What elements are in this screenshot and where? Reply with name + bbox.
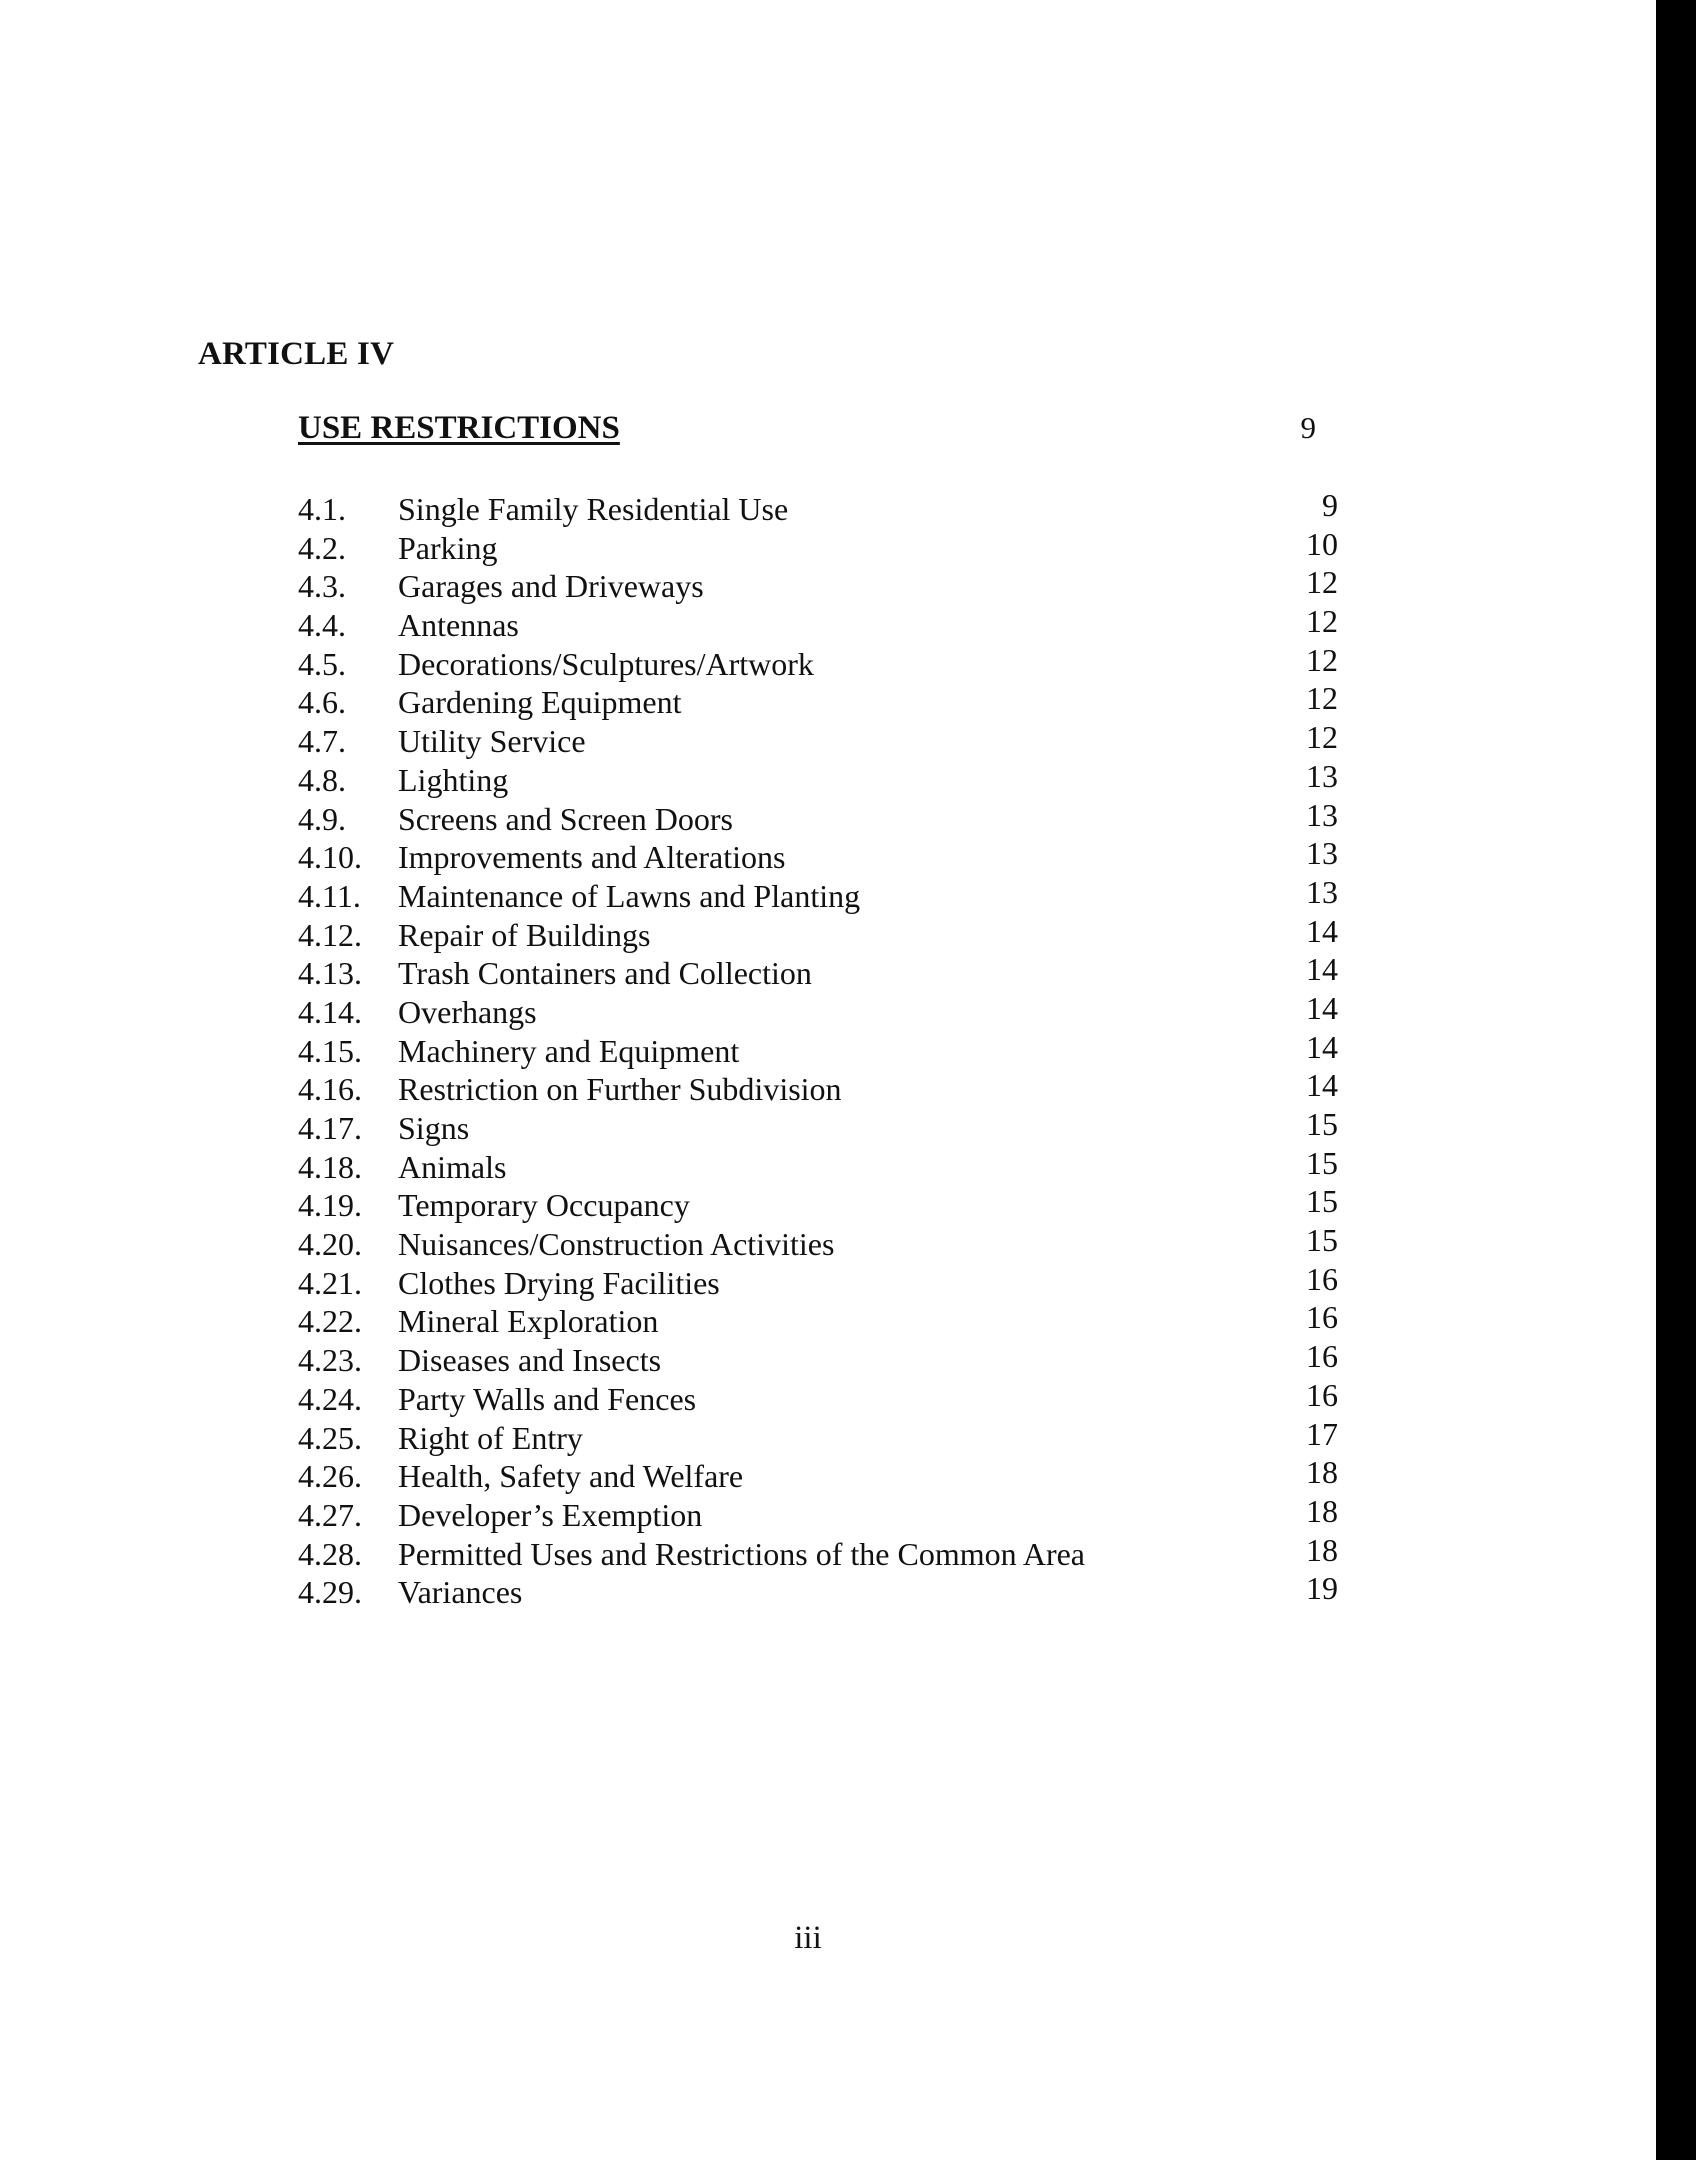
footer-page-number: iii bbox=[794, 1920, 822, 1956]
toc-entry-title: Utility Service bbox=[398, 723, 586, 760]
toc-entry-number: 4.23. bbox=[298, 1342, 362, 1379]
toc-entry-title: Antennas bbox=[398, 607, 519, 644]
toc-entry-number: 4.25. bbox=[298, 1419, 362, 1456]
toc-entry-page: 12 bbox=[1306, 641, 1338, 678]
toc-entry-page: 12 bbox=[1306, 680, 1338, 717]
toc-entry bbox=[298, 641, 1338, 684]
toc-entry-title: Single Family Residential Use bbox=[398, 491, 789, 527]
section-title: USE RESTRICTIONS bbox=[298, 410, 620, 446]
toc-entry-number: 4.9. bbox=[298, 800, 346, 837]
toc-list bbox=[298, 487, 1338, 1612]
toc-entry bbox=[298, 603, 1338, 645]
toc-entry-title: Nuisances/Construction Activities bbox=[398, 1226, 835, 1263]
toc-entry bbox=[298, 1144, 1338, 1187]
toc-entry-title: Garages and Driveways bbox=[398, 568, 704, 605]
toc-entry bbox=[298, 1222, 1338, 1264]
toc-entry-page: 15 bbox=[1306, 1183, 1338, 1220]
toc-entry bbox=[298, 951, 1338, 993]
toc-entry-number: 4.21. bbox=[298, 1264, 362, 1301]
toc-entry-page: 10 bbox=[1306, 525, 1338, 562]
toc-entry-page: 16 bbox=[1306, 1338, 1338, 1375]
toc-entry-page: 12 bbox=[1306, 719, 1338, 756]
toc-entry-page: 19 bbox=[1306, 1570, 1338, 1607]
toc-entry-number: 4.8. bbox=[298, 761, 346, 798]
toc-entry-page: 12 bbox=[1306, 603, 1338, 640]
section-page-number: 9 bbox=[1300, 410, 1316, 445]
toc-entry-page: 14 bbox=[1306, 951, 1338, 988]
toc-entry bbox=[298, 564, 1338, 606]
toc-entry-number: 4.29. bbox=[298, 1574, 362, 1611]
toc-entry-title: Repair of Buildings bbox=[398, 916, 651, 953]
toc-entry-page: 14 bbox=[1306, 989, 1338, 1026]
toc-entry bbox=[298, 1067, 1338, 1109]
toc-entry-number: 4.24. bbox=[298, 1380, 362, 1417]
toc-entry-number: 4.16. bbox=[298, 1071, 362, 1108]
toc-entry-title: Party Walls and Fences bbox=[398, 1380, 697, 1417]
toc-entry-page: 17 bbox=[1306, 1415, 1338, 1452]
toc-entry-title: Permitted Uses and Restrictions of the Common Area bbox=[398, 1535, 1085, 1572]
toc-entry-title: Clothes Drying Facilities bbox=[398, 1264, 720, 1301]
toc-entry-page: 14 bbox=[1306, 912, 1338, 949]
toc-entry bbox=[298, 757, 1338, 800]
toc-entry-page: 15 bbox=[1306, 1222, 1338, 1259]
toc-entry bbox=[298, 719, 1338, 761]
toc-entry bbox=[298, 912, 1338, 955]
toc-entry-title: Gardening Equipment bbox=[398, 684, 682, 721]
toc-entry-page: 9 bbox=[1322, 487, 1338, 523]
toc-entry bbox=[298, 680, 1338, 722]
toc-entry bbox=[298, 1028, 1338, 1071]
toc-entry-number: 4.18. bbox=[298, 1148, 362, 1185]
toc-entry-page: 15 bbox=[1306, 1106, 1338, 1142]
toc-entry-number: 4.5. bbox=[298, 645, 346, 682]
toc-entry-page: 18 bbox=[1306, 1492, 1338, 1529]
toc-entry bbox=[298, 1299, 1338, 1341]
toc-entry-page: 14 bbox=[1306, 1028, 1338, 1065]
toc-entry-title: Decorations/Sculptures/Artwork bbox=[398, 645, 814, 682]
toc-entry-title: Diseases and Insects bbox=[398, 1342, 662, 1379]
toc-entry bbox=[298, 1338, 1338, 1380]
toc-entry-title: Lighting bbox=[398, 761, 509, 798]
toc-entry-number: 4.6. bbox=[298, 684, 346, 721]
toc-entry-number: 4.26. bbox=[298, 1458, 362, 1495]
toc-entry-number: 4.10. bbox=[298, 839, 362, 876]
toc-entry bbox=[298, 487, 1338, 529]
toc-entry-title: Screens and Screen Doors bbox=[398, 800, 733, 837]
toc-entry-title: Signs bbox=[398, 1110, 470, 1146]
toc-entry-number: 4.12. bbox=[298, 916, 362, 953]
toc-entry-title: Mineral Exploration bbox=[398, 1303, 659, 1340]
toc-entry-title: Overhangs bbox=[398, 993, 537, 1030]
toc-entry-title: Machinery and Equipment bbox=[398, 1032, 740, 1069]
toc-entry-title: Animals bbox=[398, 1148, 507, 1185]
toc-entry-page: 18 bbox=[1306, 1531, 1338, 1568]
toc-entry-number: 4.17. bbox=[298, 1110, 362, 1146]
toc-entry-page: 12 bbox=[1306, 564, 1338, 601]
toc-entry bbox=[298, 835, 1338, 877]
toc-entry bbox=[298, 796, 1338, 839]
toc-entry bbox=[298, 1106, 1338, 1148]
toc-entry bbox=[298, 1570, 1338, 1612]
toc-entry-number: 4.2. bbox=[298, 529, 346, 566]
toc-entry-title: Parking bbox=[398, 529, 498, 566]
toc-entry-number: 4.3. bbox=[298, 568, 346, 605]
toc-entry bbox=[298, 525, 1338, 568]
toc-entry bbox=[298, 1492, 1338, 1535]
toc-entry-number: 4.4. bbox=[298, 607, 346, 644]
toc-entry bbox=[298, 1376, 1338, 1419]
toc-entry-title: Maintenance of Lawns and Planting bbox=[398, 877, 861, 914]
toc-entry-page: 15 bbox=[1306, 1144, 1338, 1181]
toc-entry bbox=[298, 873, 1338, 916]
toc-entry bbox=[298, 989, 1338, 1032]
toc-entry-title: Right of Entry bbox=[398, 1419, 583, 1456]
toc-entry-page: 18 bbox=[1306, 1454, 1338, 1491]
toc-entry-title: Developer’s Exemption bbox=[398, 1496, 703, 1533]
toc-entry-page: 13 bbox=[1306, 757, 1338, 794]
toc-entry-number: 4.1. bbox=[298, 491, 346, 527]
toc-entry-page: 13 bbox=[1306, 873, 1338, 910]
scan-edge-border bbox=[1656, 0, 1696, 2160]
toc-entry-page: 13 bbox=[1306, 835, 1338, 872]
toc-entry-number: 4.22. bbox=[298, 1303, 362, 1340]
toc-entry-title: Trash Containers and Collection bbox=[398, 955, 812, 992]
toc-entry bbox=[298, 1454, 1338, 1496]
article-heading: ARTICLE IV bbox=[198, 336, 395, 372]
toc-entry bbox=[298, 1260, 1338, 1303]
toc-entry-page: 14 bbox=[1306, 1067, 1338, 1104]
toc-entry-number: 4.15. bbox=[298, 1032, 362, 1069]
toc-entry-number: 4.7. bbox=[298, 723, 346, 760]
toc-entry-page: 13 bbox=[1306, 796, 1338, 833]
toc-entry-number: 4.14. bbox=[298, 993, 362, 1030]
toc-entry bbox=[298, 1531, 1338, 1574]
toc-entry-title: Restriction on Further Subdivision bbox=[398, 1071, 842, 1108]
toc-entry-page: 16 bbox=[1306, 1260, 1338, 1297]
toc-entry-title: Variances bbox=[398, 1574, 523, 1611]
toc-entry bbox=[298, 1183, 1338, 1225]
toc-entry-number: 4.11. bbox=[298, 877, 361, 914]
toc-entry-number: 4.20. bbox=[298, 1226, 362, 1263]
toc-entry-title: Temporary Occupancy bbox=[398, 1187, 690, 1224]
toc-entry-number: 4.28. bbox=[298, 1535, 362, 1572]
toc-entry bbox=[298, 1415, 1338, 1458]
toc-entry-number: 4.19. bbox=[298, 1187, 362, 1224]
toc-entry-title: Health, Safety and Welfare bbox=[398, 1458, 744, 1495]
toc-entry-title: Improvements and Alterations bbox=[398, 839, 786, 876]
toc-entry-page: 16 bbox=[1306, 1299, 1338, 1336]
toc-entry-number: 4.27. bbox=[298, 1496, 362, 1533]
toc-entry-page: 16 bbox=[1306, 1376, 1338, 1413]
toc-entry-number: 4.13. bbox=[298, 955, 362, 992]
